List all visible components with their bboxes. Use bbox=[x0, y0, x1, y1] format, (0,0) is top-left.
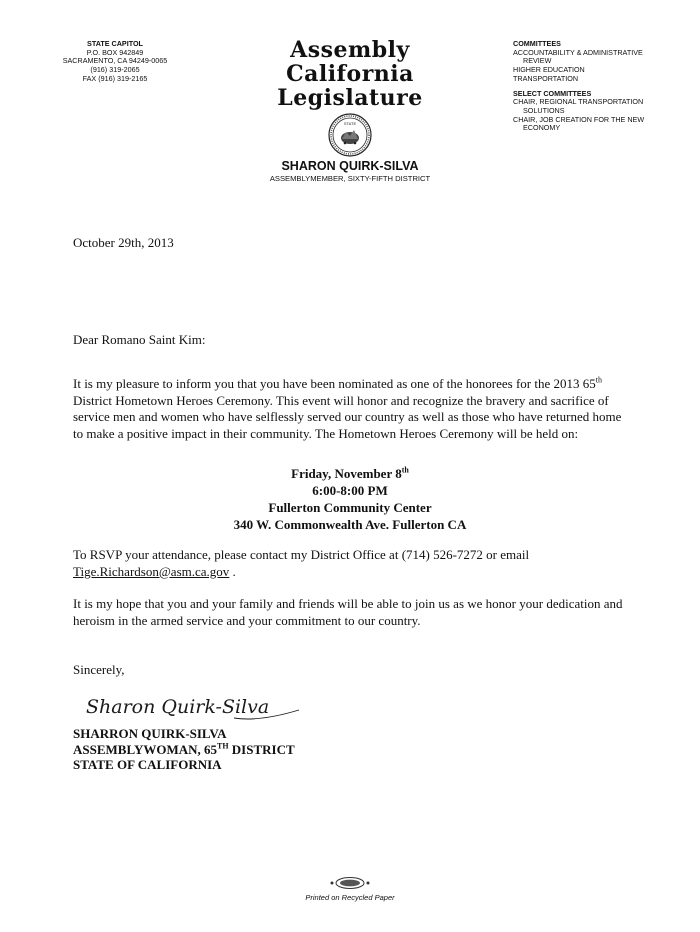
seal-label: STATE bbox=[343, 121, 357, 126]
address-line: P.O. BOX 942849 bbox=[86, 47, 144, 57]
committee-item: TRANSPORTATION bbox=[513, 73, 579, 83]
letter-date: October 29th, 2013 bbox=[73, 235, 174, 250]
event-time: 6:00-8:00 PM bbox=[312, 483, 388, 498]
signature-block bbox=[73, 726, 295, 773]
signer-name: SHARRON QUIRK-SILVA bbox=[73, 726, 227, 741]
union-bug-icon bbox=[327, 876, 373, 890]
signer-title: ASSEMBLYWOMAN, 65TH DISTRICT bbox=[73, 741, 295, 757]
select-committee-item: SOLUTIONS bbox=[523, 105, 565, 115]
select-committee-item: CHAIR, JOB CREATION FOR THE NEW bbox=[513, 114, 645, 124]
letterhead-subtitle: California Legislature bbox=[277, 61, 423, 111]
address-phone: (916) 319-2065 bbox=[90, 65, 140, 75]
printed-on-recycled-paper: Printed on Recycled Paper bbox=[305, 893, 395, 902]
paragraph-closing: It is my hope that you and your family and friends will be able to join us as we honor your dedication and heroism in the armed service and your commitment to our country. bbox=[73, 596, 623, 628]
event-venue: Fullerton Community Center bbox=[268, 500, 432, 515]
letterhead-committees bbox=[513, 40, 683, 133]
paragraph-invitation: It is my pleasure to inform you that you have been nominated as one of the honorees for the 2013 65th District Hometown Heroes Ceremony. This event will honor and recognize the bravery and sacrifice of service men and women who have selflessly served our country as well as those who have returned home to make a positive impact in their community. The Hometown Heroes Ceremony will be held on: bbox=[73, 375, 622, 441]
letterhead-center bbox=[230, 38, 470, 183]
committee-item: REVIEW bbox=[523, 56, 552, 66]
committees-heading: COMMITTEES bbox=[513, 39, 561, 48]
address-fax: FAX (916) 319-2165 bbox=[82, 73, 148, 83]
address-line: SACRAMENTO, CA 94249-0065 bbox=[62, 56, 168, 66]
closing: Sincerely, bbox=[73, 662, 125, 677]
state-seal-icon bbox=[328, 113, 372, 157]
committee-item: ACCOUNTABILITY & ADMINISTRATIVE bbox=[513, 47, 643, 57]
select-committees-heading: SELECT COMMITTEES bbox=[513, 88, 592, 98]
member-name: SHARON QUIRK-SILVA bbox=[281, 159, 419, 173]
signer-state: STATE OF CALIFORNIA bbox=[73, 757, 222, 772]
event-details bbox=[120, 465, 580, 533]
salutation: Dear Romano Saint Kim: bbox=[73, 332, 206, 347]
event-address: 340 W. Commonwealth Ave. Fullerton CA bbox=[233, 517, 467, 532]
rsvp-email-link[interactable]: Tige.Richardson@asm.ca.gov bbox=[73, 563, 230, 579]
address-heading: STATE CAPITOL bbox=[87, 39, 143, 48]
letterhead-address bbox=[30, 40, 200, 84]
select-committee-item: CHAIR, REGIONAL TRANSPORTATION bbox=[513, 97, 644, 107]
select-committee-item: ECONOMY bbox=[523, 123, 561, 133]
letterhead-title: Assembly bbox=[290, 37, 410, 63]
svg-text:Sharon Quirk-Silva: Sharon Quirk-Silva bbox=[86, 696, 270, 718]
committee-item: HIGHER EDUCATION bbox=[513, 65, 585, 75]
event-day: Friday, November 8th bbox=[291, 465, 409, 481]
paragraph-rsvp: To RSVP your attendance, please contact my District Office at (714) 526-7272 or email Tige.Richardson@asm.ca.gov . bbox=[73, 547, 530, 579]
handwritten-signature bbox=[84, 688, 314, 726]
member-title: ASSEMBLYMEMBER, SIXTY-FIFTH DISTRICT bbox=[269, 174, 431, 183]
